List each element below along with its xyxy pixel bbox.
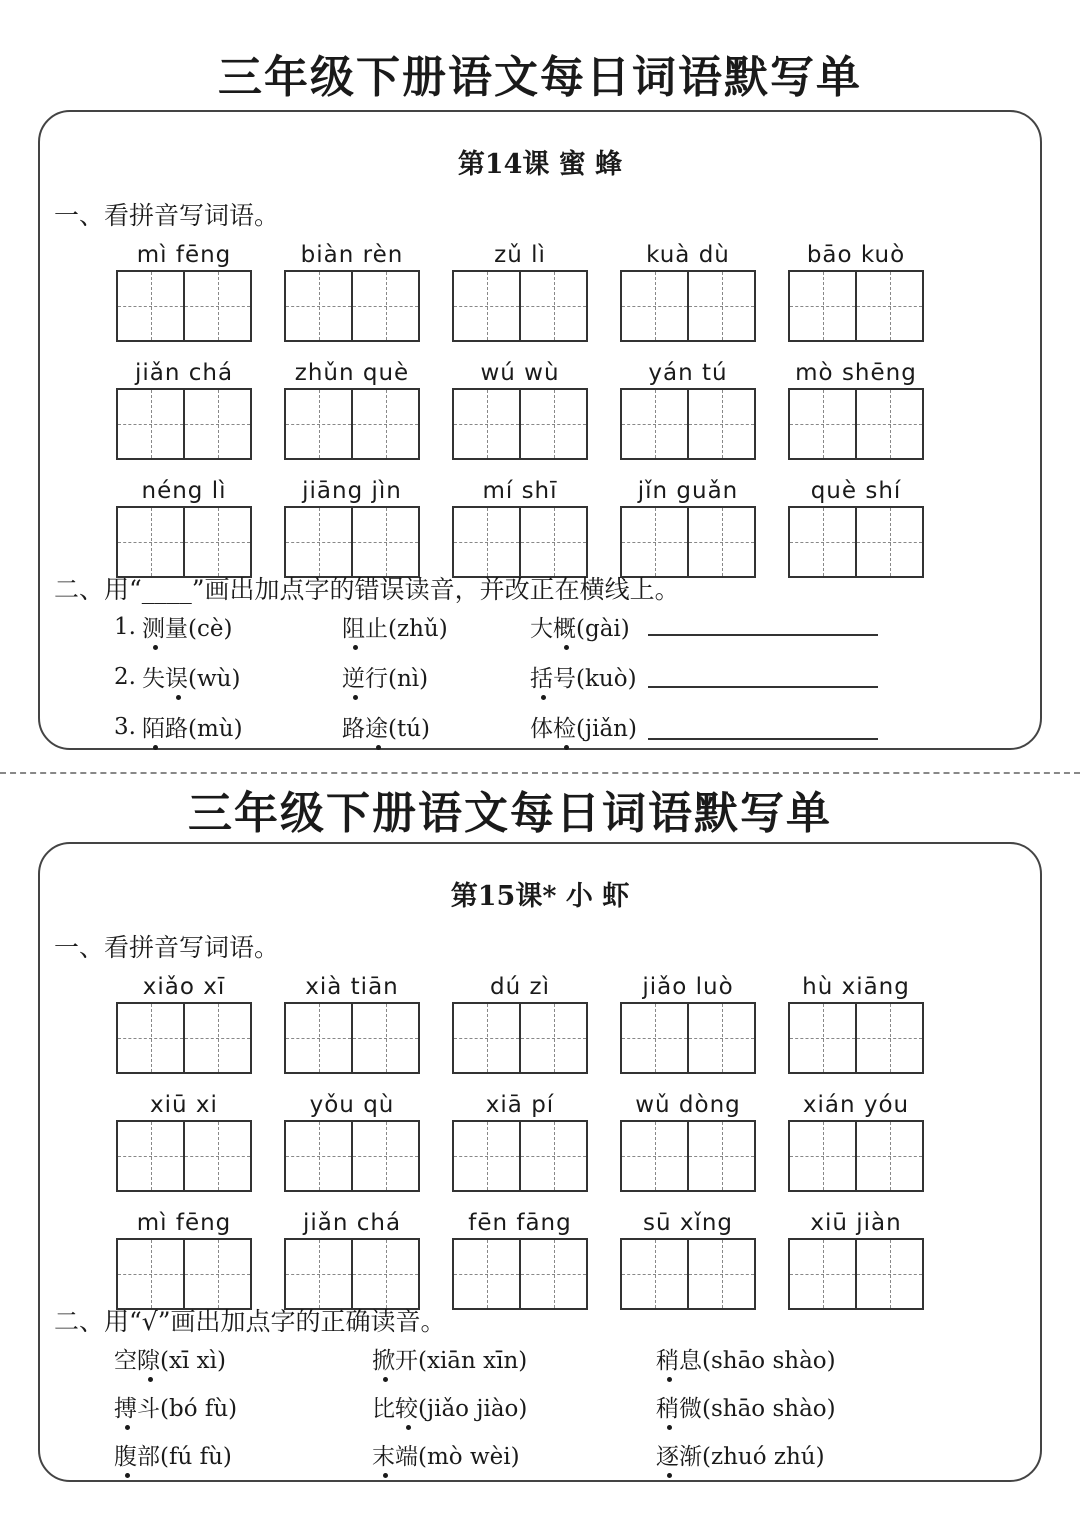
word-item xyxy=(788,240,924,342)
section-1-title: 一、看拼音写词语。 xyxy=(54,933,280,962)
pinyin: xià tiān xyxy=(305,974,399,1000)
pinyin: dú zì xyxy=(490,974,550,1000)
question-item: 阻止(zhǔ) xyxy=(342,610,530,643)
word-item xyxy=(284,476,420,578)
emphasis-dot xyxy=(125,1473,130,1478)
writing-box[interactable] xyxy=(116,1120,252,1192)
emphasis-dot xyxy=(353,645,358,650)
pinyin: xiǎo xī xyxy=(142,974,226,1000)
section-2-title: 二、用“____”画出加点字的错误读音，并改正在横线上。 xyxy=(54,575,680,604)
writing-box[interactable] xyxy=(284,506,420,578)
writing-box[interactable] xyxy=(284,1120,420,1192)
word-item xyxy=(452,1208,588,1310)
word-item xyxy=(788,972,924,1074)
writing-box[interactable] xyxy=(788,388,924,460)
question-number: 2. xyxy=(114,663,136,690)
writing-box[interactable] xyxy=(116,1238,252,1310)
word-item xyxy=(788,476,924,578)
writing-box[interactable] xyxy=(284,1238,420,1310)
writing-box[interactable] xyxy=(788,506,924,578)
pinyin: biàn rèn xyxy=(300,242,404,268)
pinyin: yǒu qù xyxy=(309,1092,395,1118)
question-item: 路途(tú) xyxy=(342,710,530,743)
emphasis-dot xyxy=(148,1377,153,1382)
writing-box[interactable] xyxy=(788,270,924,342)
writing-box[interactable] xyxy=(788,1120,924,1192)
choice-item[interactable]: 腹部(fú fù) xyxy=(114,1438,372,1471)
choice-item[interactable]: 逐渐(zhuó zhú) xyxy=(656,1438,825,1471)
writing-box[interactable] xyxy=(620,270,756,342)
writing-box[interactable] xyxy=(116,506,252,578)
writing-box[interactable] xyxy=(452,506,588,578)
question-row xyxy=(114,710,637,743)
pinyin: mí shī xyxy=(482,478,558,504)
pinyin: bāo kuò xyxy=(806,242,906,268)
word-item xyxy=(284,972,420,1074)
question-item: 陌路(mù) xyxy=(142,710,342,743)
pinyin: sū xǐng xyxy=(642,1210,734,1236)
pinyin: hù xiāng xyxy=(802,974,910,1000)
section-2-title: 二、用“√”画出加点字的正确读音。 xyxy=(54,1307,446,1336)
writing-box[interactable] xyxy=(620,1120,756,1192)
writing-box[interactable] xyxy=(116,270,252,342)
answer-line[interactable] xyxy=(648,738,878,740)
question-row xyxy=(114,660,637,693)
choice-item[interactable]: 末端(mò wèi) xyxy=(372,1438,656,1471)
choice-item[interactable]: 掀开(xiān xīn) xyxy=(372,1342,656,1375)
writing-box[interactable] xyxy=(452,1120,588,1192)
word-item xyxy=(116,358,252,460)
pinyin-grid xyxy=(116,972,924,1310)
word-item xyxy=(452,972,588,1074)
pinyin: zǔ lì xyxy=(494,242,546,268)
emphasis-dot xyxy=(125,1425,130,1430)
word-item xyxy=(116,240,252,342)
word-item xyxy=(620,1090,756,1192)
choice-item[interactable]: 比较(jiǎo jiào) xyxy=(372,1390,656,1423)
pinyin: zhǔn què xyxy=(294,360,410,386)
emphasis-dot xyxy=(153,745,158,750)
section-1-title: 一、看拼音写词语。 xyxy=(54,201,280,230)
word-item xyxy=(116,1208,252,1310)
worksheet-lesson-14 xyxy=(0,0,1080,760)
question-item: 测量(cè) xyxy=(142,610,342,643)
writing-box[interactable] xyxy=(620,1002,756,1074)
pinyin: jiǎn chá xyxy=(302,1210,402,1236)
word-item xyxy=(116,972,252,1074)
question-number: 1. xyxy=(114,613,136,640)
choice-row xyxy=(114,1342,836,1375)
pinyin: què shí xyxy=(810,478,902,504)
worksheet-card xyxy=(38,842,1042,1482)
emphasis-dot xyxy=(376,745,381,750)
word-item xyxy=(788,1208,924,1310)
word-item xyxy=(452,358,588,460)
choice-item[interactable]: 稍息(shāo shào) xyxy=(656,1342,836,1375)
choice-item[interactable]: 空隙(xī xì) xyxy=(114,1342,372,1375)
writing-box[interactable] xyxy=(452,270,588,342)
pinyin: xiā pí xyxy=(485,1092,555,1118)
question-item: 体检(jiǎn) xyxy=(530,710,637,743)
pinyin: wǔ dòng xyxy=(635,1092,741,1118)
emphasis-dot xyxy=(383,1473,388,1478)
worksheet-lesson-15 xyxy=(0,778,1080,1526)
choice-item[interactable]: 稍微(shāo shào) xyxy=(656,1390,836,1423)
word-item xyxy=(116,1090,252,1192)
pinyin: yán tú xyxy=(648,360,728,386)
word-item xyxy=(284,358,420,460)
writing-box[interactable] xyxy=(452,1238,588,1310)
word-item xyxy=(116,476,252,578)
writing-box[interactable] xyxy=(116,388,252,460)
pinyin: xiū jiàn xyxy=(810,1210,902,1236)
writing-box[interactable] xyxy=(116,1002,252,1074)
writing-box[interactable] xyxy=(620,388,756,460)
pinyin: néng lì xyxy=(141,478,227,504)
question-item: 括号(kuò) xyxy=(530,660,637,693)
question-item: 大概(gài) xyxy=(530,610,630,643)
writing-box[interactable] xyxy=(788,1002,924,1074)
emphasis-dot xyxy=(564,645,569,650)
word-item xyxy=(452,240,588,342)
pinyin: wú wù xyxy=(480,360,560,386)
emphasis-dot xyxy=(564,745,569,750)
pinyin: mò shēng xyxy=(795,360,917,386)
word-item xyxy=(620,358,756,460)
writing-box[interactable] xyxy=(620,1238,756,1310)
emphasis-dot xyxy=(406,1425,411,1430)
emphasis-dot xyxy=(383,1377,388,1382)
choice-row xyxy=(114,1390,836,1423)
writing-box[interactable] xyxy=(620,506,756,578)
writing-box[interactable] xyxy=(284,1002,420,1074)
pinyin: xián yóu xyxy=(802,1092,910,1118)
word-item xyxy=(284,1208,420,1310)
pinyin: fēn fāng xyxy=(468,1210,572,1236)
pinyin-grid xyxy=(116,240,924,578)
writing-box[interactable] xyxy=(452,388,588,460)
word-item xyxy=(788,358,924,460)
pinyin: kuà dù xyxy=(646,242,730,268)
worksheet-card xyxy=(38,110,1042,750)
word-item xyxy=(788,1090,924,1192)
answer-line[interactable] xyxy=(648,686,878,688)
question-item: 失误(wù) xyxy=(142,660,342,693)
emphasis-dot xyxy=(541,695,546,700)
word-item xyxy=(620,972,756,1074)
pinyin: mì fēng xyxy=(136,1210,232,1236)
writing-box[interactable] xyxy=(284,270,420,342)
pinyin: jiāng jìn xyxy=(302,478,402,504)
emphasis-dot xyxy=(153,645,158,650)
answer-line[interactable] xyxy=(648,634,878,636)
word-item xyxy=(284,240,420,342)
cut-line-divider xyxy=(0,772,1080,774)
emphasis-dot xyxy=(667,1377,672,1382)
emphasis-dot xyxy=(667,1425,672,1430)
word-item xyxy=(284,1090,420,1192)
lesson-title: 第15课* 小 虾 xyxy=(450,881,630,912)
pinyin: xiū xi xyxy=(150,1092,218,1118)
pinyin: jiǎo luò xyxy=(642,974,734,1000)
question-row xyxy=(114,610,630,643)
word-item xyxy=(452,1090,588,1192)
pinyin: jiǎn chá xyxy=(134,360,234,386)
writing-box[interactable] xyxy=(788,1238,924,1310)
emphasis-dot xyxy=(353,695,358,700)
choice-row xyxy=(114,1438,825,1471)
pinyin: mì fēng xyxy=(136,242,232,268)
emphasis-dot xyxy=(176,695,181,700)
writing-box[interactable] xyxy=(452,1002,588,1074)
pinyin: jǐn guǎn xyxy=(637,478,739,504)
emphasis-dot xyxy=(667,1473,672,1478)
lesson-title: 第14课 蜜 蜂 xyxy=(457,149,623,180)
word-item xyxy=(620,476,756,578)
choice-item[interactable]: 搏斗(bó fù) xyxy=(114,1390,372,1423)
worksheet-title: 三年级下册语文每日词语默写单 xyxy=(188,788,832,839)
worksheet-title: 三年级下册语文每日词语默写单 xyxy=(218,52,862,103)
word-item xyxy=(620,1208,756,1310)
question-number: 3. xyxy=(114,713,136,740)
question-item: 逆行(nì) xyxy=(342,660,530,693)
word-item xyxy=(620,240,756,342)
word-item xyxy=(452,476,588,578)
writing-box[interactable] xyxy=(284,388,420,460)
